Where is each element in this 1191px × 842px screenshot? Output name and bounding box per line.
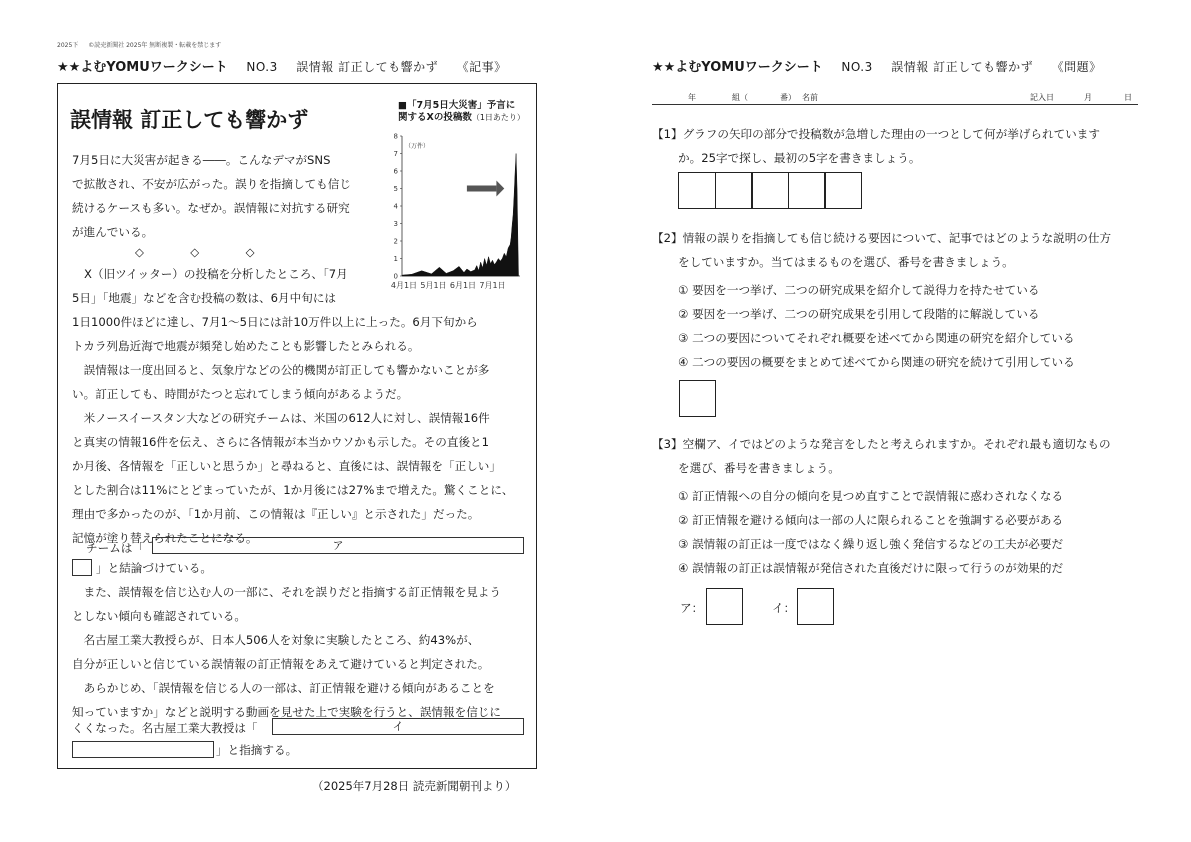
y-tick-label: 2 [393, 237, 398, 246]
post-count-area [402, 154, 519, 277]
body-line: 自分が正しいと信じている誤情報の訂正情報をあえて避けていると判定された。 [72, 657, 490, 671]
blank-a-box[interactable]: ア [152, 537, 524, 554]
body-line: 1日1000件ほどに達し、7月1〜5日には計10万件以上に上った。6月下旬から [72, 315, 478, 329]
brand-title: ★★よむYOMUワークシート [57, 60, 228, 75]
question-1-line: 【1】グラフの矢印の部分で投稿数が急増した理由の一つとして何が挙げられていま [652, 127, 1089, 141]
q3-answer-i-box[interactable] [797, 588, 834, 625]
body-line: い。訂正しても、時間がたつと忘れてしまう傾向があるようだ。 [72, 387, 409, 401]
worksheet-number: NO.3 [841, 60, 873, 74]
q3-label-i: イ： [772, 601, 796, 615]
body-line: 記憶が塗り替えられたことになる。 [72, 531, 258, 545]
question-2 [652, 226, 1111, 274]
q3-option: ④ 誤情報の訂正は誤情報が発信された直後だけに限って行うのが効果的だ [678, 561, 1064, 575]
chart-title [398, 100, 525, 124]
chart-title-note: （1日あたり） [471, 113, 525, 122]
last-prefix: くくなった。名古屋工業大教授は「 [72, 721, 258, 735]
y-tick-label: 1 [393, 255, 398, 263]
q3-options [678, 488, 1063, 584]
article-source: （2025年7月28日 読売新聞朝刊より） [312, 779, 517, 793]
q1-answer-cell[interactable] [715, 172, 753, 209]
lead-line: 7月5日に大災害が起きる――。こんなデマがSNS [72, 153, 331, 167]
copyright-year: 2025下 [57, 42, 79, 49]
day-field-label[interactable]: 日 [1124, 93, 1132, 102]
name-field-label[interactable]: 名前 [802, 93, 818, 102]
y-tick-label: 4 [393, 202, 398, 211]
q2-option: ① 要因を一つ挙げ、二つの研究成果を紹介して説得力を持たせている [678, 283, 1040, 297]
body-line: とした割合は11%にとどまっていたが、1か月後には27%まで増えた。驚くことに、 [72, 483, 514, 497]
q3-option: ① 訂正情報への自分の傾向を見つめ直すことで誤情報に惑わされなくなる [678, 489, 1064, 503]
year-field-label[interactable]: 年 [688, 93, 696, 102]
worksheet-number: NO.3 [246, 60, 278, 74]
blank-i-continuation[interactable] [72, 741, 214, 758]
copyright-text: ©読売新聞社 2025年 無断複製・転載を禁じます [88, 42, 222, 49]
question-2-line: をしていますか。当てはまるものを選び、番号を書きましょう。 [678, 255, 1014, 269]
number-field-label[interactable]: 番） [780, 93, 796, 102]
q1-answer-boxes [678, 172, 862, 209]
lead-line: で拡散され、不安が広がった。誤りを指摘しても信じ [72, 177, 351, 191]
body-line: 名古屋工業大教授らが、日本人506人を対象に実験したところ、約43%が、 [72, 633, 480, 647]
lead-line: 続けるケースも多い。なぜか。誤情報に対抗する研究 [72, 201, 350, 215]
y-tick-label: 3 [393, 220, 398, 228]
blank-a-continuation[interactable] [72, 559, 92, 576]
q3-option: ③ 誤情報の訂正は一度ではなく繰り返し強く発信するなどの工夫が必要だ [678, 537, 1064, 551]
article-body-short [72, 262, 348, 310]
annotation-arrow-shaft [467, 186, 497, 192]
x-tick-label: 6月1日 [449, 281, 477, 290]
x-tick-label: 5月1日 [420, 281, 447, 290]
class-field-label[interactable]: 組（ [732, 93, 748, 102]
right-header [652, 56, 1102, 75]
q3-label-a: ア： [680, 601, 704, 615]
date-field-label[interactable]: 記入日 [1030, 93, 1054, 102]
question-3-line: 【3】空欄ア、イではどのような発言をしたと考えられますか。それぞれ最も適切なもの [652, 437, 1111, 451]
q1-answer-cell[interactable] [751, 172, 789, 209]
body-line: 誤情報は一度出回ると、気象庁などの公的機関が訂正しても響かないことが多 [72, 363, 490, 377]
article-body-mid [72, 580, 501, 724]
q1-answer-cell[interactable] [788, 172, 826, 209]
post-count-chart [390, 128, 532, 298]
y-tick-label: 8 [393, 132, 398, 141]
q1-answer-cell[interactable] [824, 172, 862, 209]
section-label: 《問題》 [1051, 60, 1102, 74]
question-1 [652, 122, 1100, 170]
left-header [57, 56, 507, 75]
section-label: 《記事》 [456, 60, 507, 74]
article-title: 誤情報 訂正しても響かず [70, 108, 309, 132]
q3-option: ② 訂正情報を避ける傾向は一部の人に限られることを強調する必要がある [678, 513, 1064, 527]
q2-answer-box[interactable] [679, 380, 716, 417]
question-3 [652, 432, 1111, 480]
y-tick-label: 5 [393, 185, 398, 193]
x-tick-label: 4月1日 [390, 281, 418, 290]
body-line: トカラ列島近海で地震が頻発し始めたことも影響したとみられる。 [72, 339, 420, 353]
article-lead [72, 148, 351, 244]
x-tick-label: 7月1日 [479, 281, 506, 290]
body-line: あらかじめ、「誤情報を信じる人の一部は、訂正情報を避ける傾向があることを [72, 681, 495, 695]
q2-option: ④ 二つの要因の概要をまとめて述べてから関連の研究を続けて引用している [678, 355, 1075, 369]
question-1-line: か。25字で探し、最初の5字を書きましょう。 [678, 151, 921, 165]
team-prefix: チームは「 [86, 541, 144, 555]
body-line: 5日」「地震」などを含む投稿の数は、6月中旬には [72, 291, 337, 305]
y-tick-label: 6 [393, 167, 398, 176]
chart-title-line: ■「7月5日大災害」予言に [398, 100, 516, 111]
body-line: 理由で多かったのが、「1か月前、この情報は『正しい』と示された」だった。 [72, 507, 480, 521]
chart-title-line: 関するXの投稿数 [398, 112, 472, 123]
q2-option: ③ 二つの要因についてそれぞれ概要を述べてから関連の研究を紹介している [678, 331, 1075, 345]
body-line: 米ノースイースタン大などの研究チームは、米国の612人に対し、誤情報16件 [72, 411, 490, 425]
body-line: と真実の情報16件を伝え、さらに各情報が本当かウソかも示した。その直後と1 [72, 435, 490, 449]
body-line: X（旧ツイッター）の投稿を分析したところ、「7月 [84, 267, 348, 281]
last-suffix: 」と指摘する。 [216, 743, 298, 757]
q1-answer-cell[interactable] [678, 172, 716, 209]
team-suffix: 」と結論づけている。 [96, 561, 212, 575]
lead-line: が進んでいる。 [72, 225, 154, 239]
body-line: また、誤情報を信じ込む人の一部に、それを誤りだと指摘する訂正情報を見よう [72, 585, 501, 599]
worksheet-topic: 誤情報 訂正しても響かず [296, 60, 439, 74]
question-2-line: 【2】情報の誤りを指摘しても信じ続ける要因について、記事ではどのような説明の仕方 [652, 231, 1112, 245]
section-divider: ◇ ◇ ◇ [135, 245, 255, 259]
blank-i-box[interactable]: イ [272, 718, 524, 735]
body-line: 知っていますか」などと説明する動画を見せた上で実験を行うと、誤情報を信じに [72, 705, 501, 719]
copyright-notice [57, 40, 221, 49]
q3-answer-a-box[interactable] [706, 588, 743, 625]
y-tick-label: 0 [393, 272, 398, 281]
q2-options [678, 282, 1075, 378]
body-line: としない傾向も確認されている。 [72, 609, 246, 623]
body-line: か月後、各情報を「正しいと思うか」と尋ねると、直後には、誤情報を「正しい」 [72, 459, 501, 473]
q2-option: ② 要因を一つ挙げ、二つの研究成果を引用して段階的に解説している [678, 307, 1040, 321]
question-1-line-tail: す [1088, 127, 1100, 141]
y-tick-label: 7 [393, 150, 398, 158]
question-3-line: を選び、番号を書きましょう。 [678, 461, 840, 475]
y-axis-label: （万件） [405, 143, 430, 150]
article-body [72, 310, 514, 550]
annotation-arrow-head [496, 181, 504, 197]
worksheet-topic: 誤情報 訂正しても響かず [891, 60, 1034, 74]
info-underline [652, 104, 1138, 105]
month-field-label[interactable]: 月 [1084, 93, 1092, 102]
brand-title: ★★よむYOMUワークシート [652, 60, 823, 75]
